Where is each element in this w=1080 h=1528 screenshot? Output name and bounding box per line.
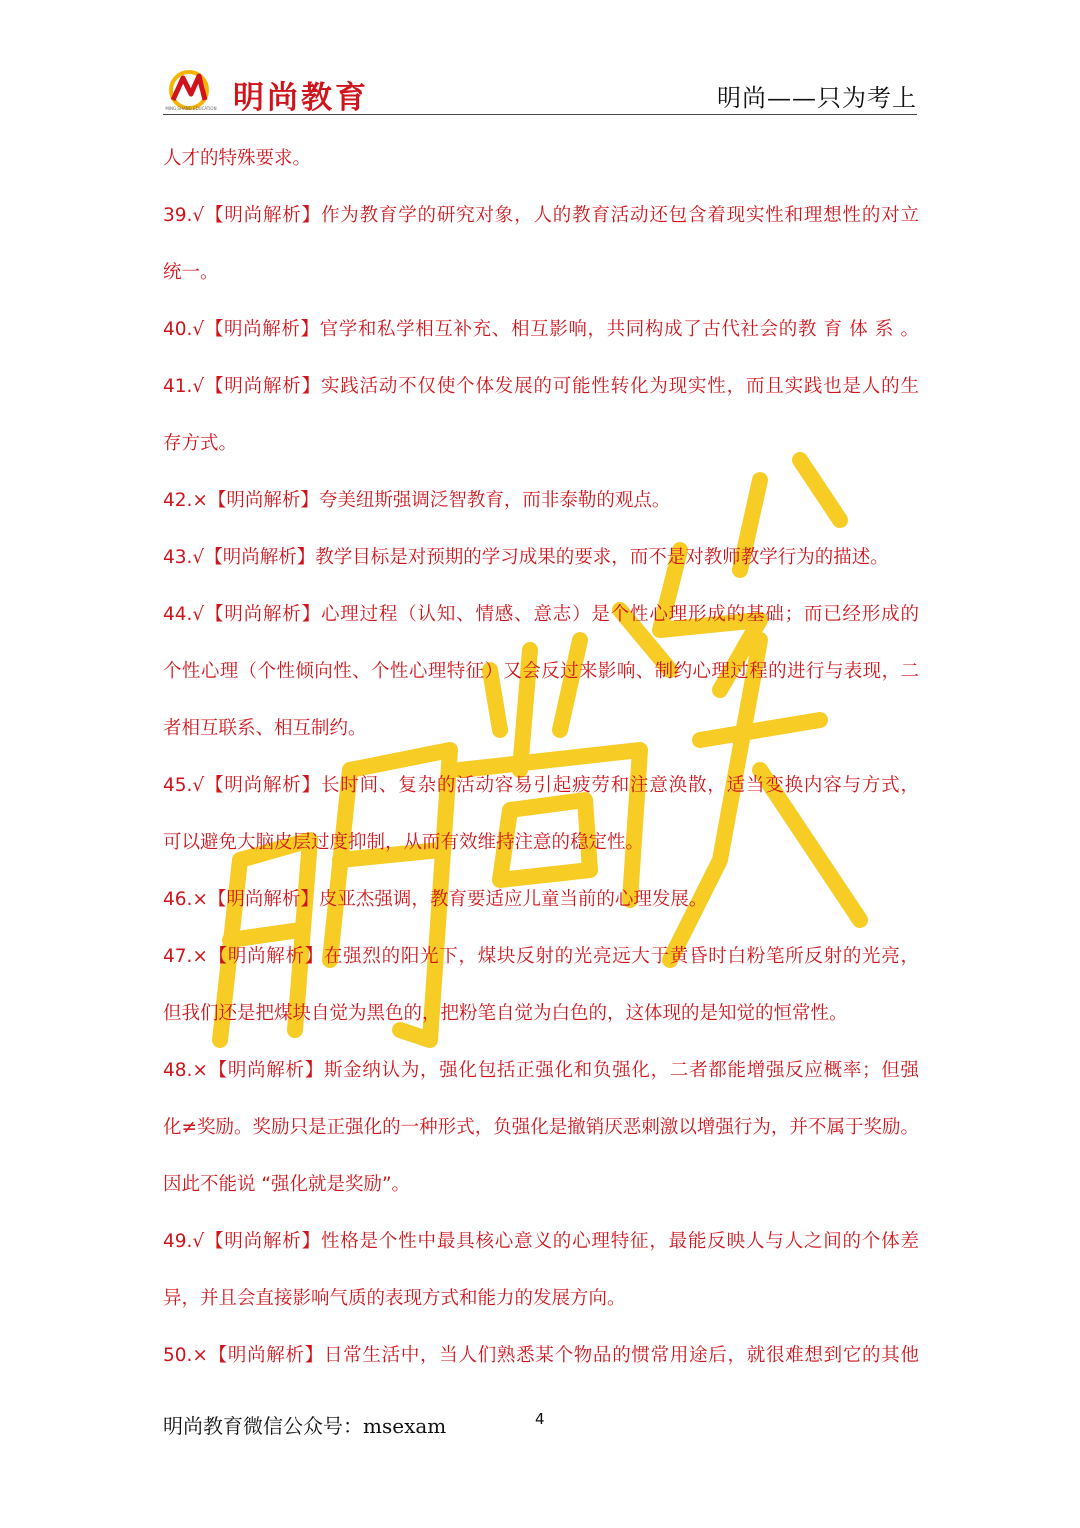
text-line: 47.×【明尚解析】在强烈的阳光下，煤块反射的光亮远大于黄昏时白粉笔所反射的光亮， xyxy=(163,946,919,967)
text-line: 因此不能说 “强化就是奖励”。 xyxy=(163,1174,411,1195)
text-line: 个性心理（个性倾向性、个性心理特征）又会反过来影响、制约心理过程的进行与表现，二 xyxy=(163,661,919,682)
page-number: 4 xyxy=(535,1410,545,1428)
logo-small-text: MING SHANG EDUCATION xyxy=(165,106,217,111)
text-line: 39.√【明尚解析】作为教育学的研究对象，人的教育活动还包含着现实性和理想性的对立 xyxy=(163,205,919,226)
text-line: 人才的特殊要求。 xyxy=(163,148,312,169)
text-line: 44.√【明尚解析】心理过程（认知、情感、意志）是个性心理形成的基础；而已经形成的 xyxy=(163,604,919,625)
answer-explanations xyxy=(163,130,919,1384)
text-line: 统一。 xyxy=(163,262,219,283)
header-slogan: 明尚——只为考上 xyxy=(717,84,917,112)
brand-name: 明尚教育 xyxy=(233,80,369,116)
text-line: 50.×【明尚解析】日常生活中，当人们熟悉某个物品的惯常用途后，就很难想到它的其他 xyxy=(163,1345,919,1366)
text-line: 但我们还是把煤块自觉为黑色的，把粉笔自觉为白色的，这体现的是知觉的恒常性。 xyxy=(163,1003,848,1024)
text-line: 49.√【明尚解析】性格是个性中最具核心意义的心理特征，最能反映人与人之间的个体差 xyxy=(163,1231,919,1252)
text-line: 45.√【明尚解析】长时间、复杂的活动容易引起疲劳和注意涣散，适当变换内容与方式， xyxy=(163,775,919,796)
text-line: 43.√【明尚解析】教学目标是对预期的学习成果的要求，而不是对教师教学行为的描述。 xyxy=(163,547,889,568)
page-header xyxy=(163,64,917,115)
text-line: 46.×【明尚解析】皮亚杰强调，教育要适应儿童当前的心理发展。 xyxy=(163,889,708,910)
text-line: 40.√【明尚解析】官学和私学相互补充、相互影响，共同构成了古代社会的教 育 体 系 。 xyxy=(163,319,919,340)
text-line: 48.×【明尚解析】斯金纳认为，强化包括正强化和负强化，二者都能增强反应概率；但强 xyxy=(163,1060,919,1081)
text-line: 者相互联系、相互制约。 xyxy=(163,718,367,739)
text-line: 42.×【明尚解析】夸美纽斯强调泛智教育，而非泰勒的观点。 xyxy=(163,490,671,511)
footer-wechat: 明尚教育微信公众号：msexam xyxy=(163,1414,447,1438)
text-line: 可以避免大脑皮层过度抑制，从而有效维持注意的稳定性。 xyxy=(163,832,645,853)
brand-logo-icon xyxy=(165,66,219,112)
text-line: 化≠奖励。奖励只是正强化的一种形式，负强化是撤销厌恶刺激以增强行为，并不属于奖励。 xyxy=(163,1117,919,1138)
text-line: 41.√【明尚解析】实践活动不仅使个体发展的可能性转化为现实性，而且实践也是人的生 xyxy=(163,376,919,397)
text-line: 异，并且会直接影响气质的表现方式和能力的发展方向。 xyxy=(163,1288,626,1309)
text-line: 存方式。 xyxy=(163,433,238,454)
